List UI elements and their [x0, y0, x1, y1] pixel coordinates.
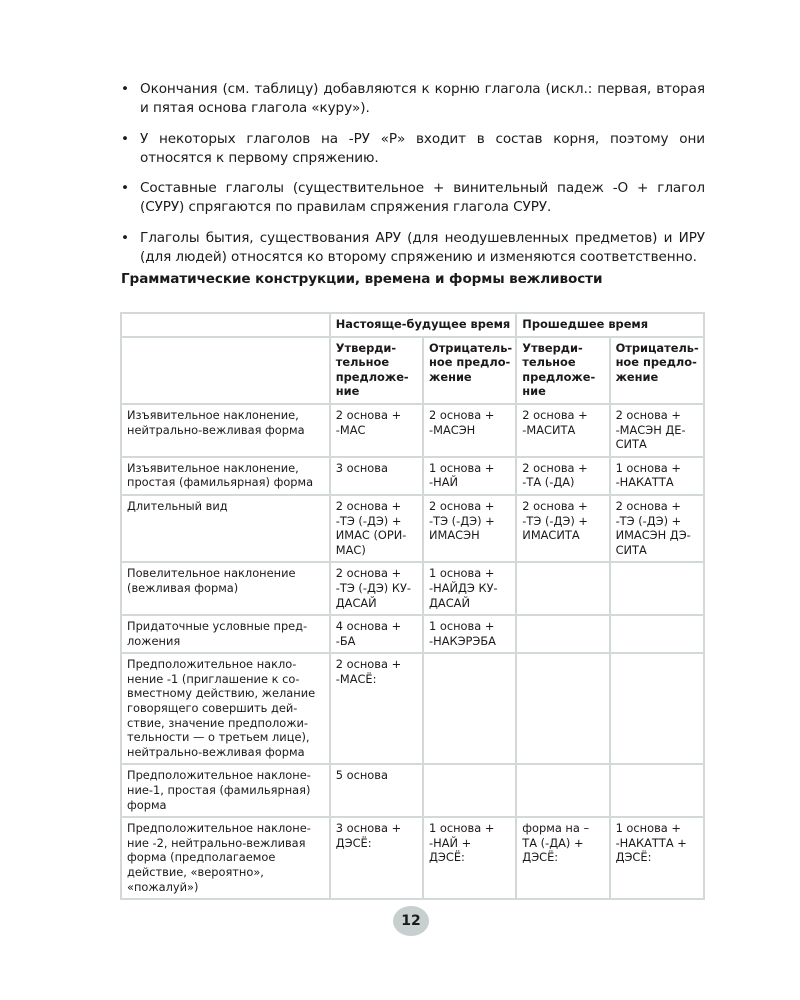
- table-cell: 1 основа + -НАКАТТА: [610, 457, 704, 495]
- bullet-item: [121, 179, 705, 217]
- subheader-cell: Утверди-тельное предложе-ние: [330, 337, 423, 404]
- bullet-item: [121, 80, 705, 118]
- table-cell: 2 основа + -ТЭ (-ДЭ) + ИМАСИТА: [516, 495, 609, 562]
- table-row: [121, 615, 704, 653]
- group-header-present-future: Настояще-будущее время: [330, 313, 517, 337]
- table-cell: [610, 562, 704, 615]
- table-cell: 2 основа + -МАСИТА: [516, 404, 609, 457]
- table-cell: 2 основа + -ТЭ (-ДЭ) КУ-ДАСАЙ: [330, 562, 423, 615]
- row-label: Изъявительное наклонение, нейтрально-вежливая форма: [121, 404, 330, 457]
- section-heading: Грамматические конструкции, времена и формы вежливости: [121, 271, 603, 287]
- bullet-list: [121, 80, 705, 278]
- row-label: Изъявительное наклонение, простая (фамильярная) форма: [121, 457, 330, 495]
- bullet-text: Окончания (см. таблицу) добавляются к корню глагола (искл.: первая, вторая и пятая основа глагола «куру»).: [140, 81, 705, 116]
- bullet-text: Глаголы бытия, существования АРУ (для неодушевленных предметов) и ИРУ (для людей) относятся ко второму спряжению и изменяются соответственно.: [140, 229, 705, 265]
- table-cell: 1 основа + -НАКАТТА + ДЭСЁ:: [610, 817, 704, 899]
- table-cell: [516, 615, 609, 653]
- bullet-text: Составные глаголы (существительное + винительный падеж -О + глагол (СУРУ) спрягаются по правилам спряжения глагола СУРУ.: [140, 180, 705, 215]
- table-cell: 2 основа + -ТЭ (-ДЭ) + ИМАС (ОРИ-МАС): [330, 495, 423, 562]
- table-cell: [610, 764, 704, 817]
- table-cell: 3 основа + ДЭСЁ:: [330, 817, 423, 899]
- table-cell: 5 основа: [330, 764, 423, 817]
- table-cell: 3 основа: [330, 457, 423, 495]
- table-cell: 2 основа + -ТЭ (-ДЭ) + ИМАСЭН ДЭ-СИТА: [610, 495, 704, 562]
- row-label: Придаточные условные пред-ложения: [121, 615, 330, 653]
- table-row: [121, 764, 704, 817]
- table-row: [121, 495, 704, 562]
- table-cell: [516, 764, 609, 817]
- empty-header-cell: [121, 313, 330, 337]
- group-header-past: Прошедшее время: [516, 313, 704, 337]
- table-cell: 1 основа + -НАЙ + ДЭСЁ:: [423, 817, 516, 899]
- row-label: Предположительное наклоне-ние -2, нейтрально-вежливая форма (предполагаемое действие, «вероятно», «пожалуй»): [121, 817, 330, 899]
- table-subheader-row: [121, 337, 704, 404]
- table-cell: 4 основа + -БА: [330, 615, 423, 653]
- table-cell: 1 основа + -НАЙ: [423, 457, 516, 495]
- subheader-cell: Утверди-тельное предложе-ние: [516, 337, 609, 404]
- bullet-text: У некоторых глаголов на -РУ «Р» входит в состав корня, поэтому они относятся к первому спряжению.: [140, 130, 705, 166]
- bullet-icon: •: [121, 229, 129, 246]
- table-cell: 2 основа + -МАС: [330, 404, 423, 457]
- table-cell: 2 основа + -МАСЭН: [423, 404, 516, 457]
- table-row: [121, 404, 704, 457]
- table-cell: 2 основа + -МАСЁ:: [330, 653, 423, 764]
- page-number: 12: [393, 906, 429, 936]
- table-cell: [423, 653, 516, 764]
- table-cell: 2 основа + -МАСЭН ДЕ-СИТА: [610, 404, 704, 457]
- table-header-row: [121, 313, 704, 337]
- table-cell: [516, 653, 609, 764]
- table-row: [121, 562, 704, 615]
- bullet-icon: •: [121, 180, 129, 196]
- table-cell: [516, 562, 609, 615]
- row-label: Повелительное наклонение (вежливая форма): [121, 562, 330, 615]
- table-cell: [423, 764, 516, 817]
- grammar-table: [120, 312, 705, 900]
- row-label: Длительный вид: [121, 495, 330, 562]
- table-cell: форма на –ТА (-ДА) + ДЭСЁ:: [516, 817, 609, 899]
- bullet-item: [121, 130, 705, 168]
- bullet-icon: •: [121, 130, 129, 147]
- table-cell: [610, 615, 704, 653]
- subheader-cell: Отрицатель-ное предло-жение: [610, 337, 704, 404]
- table-cell: 2 основа + -ТА (-ДА): [516, 457, 609, 495]
- table-row: [121, 653, 704, 764]
- table-row: [121, 457, 704, 495]
- table-cell: [610, 653, 704, 764]
- bullet-item: [121, 229, 705, 267]
- empty-header-cell: [121, 337, 330, 404]
- table-row: [121, 817, 704, 899]
- row-label: Предположительное накло-нение -1 (приглашение к со-вместному действию, желание говорящего совершить дей-ствие, значение предположи-тельности — о третьем лице), нейтрально-вежливая форма: [121, 653, 330, 764]
- table-cell: 2 основа + -ТЭ (-ДЭ) + ИМАСЭН: [423, 495, 516, 562]
- bullet-icon: •: [121, 81, 129, 97]
- subheader-cell: Отрицатель-ное предло-жение: [423, 337, 516, 404]
- table-cell: 1 основа + -НАЙДЭ КУ-ДАСАЙ: [423, 562, 516, 615]
- row-label: Предположительное наклоне-ние-1, простая (фамильярная) форма: [121, 764, 330, 817]
- table-cell: 1 основа + -НАКЭРЭБА: [423, 615, 516, 653]
